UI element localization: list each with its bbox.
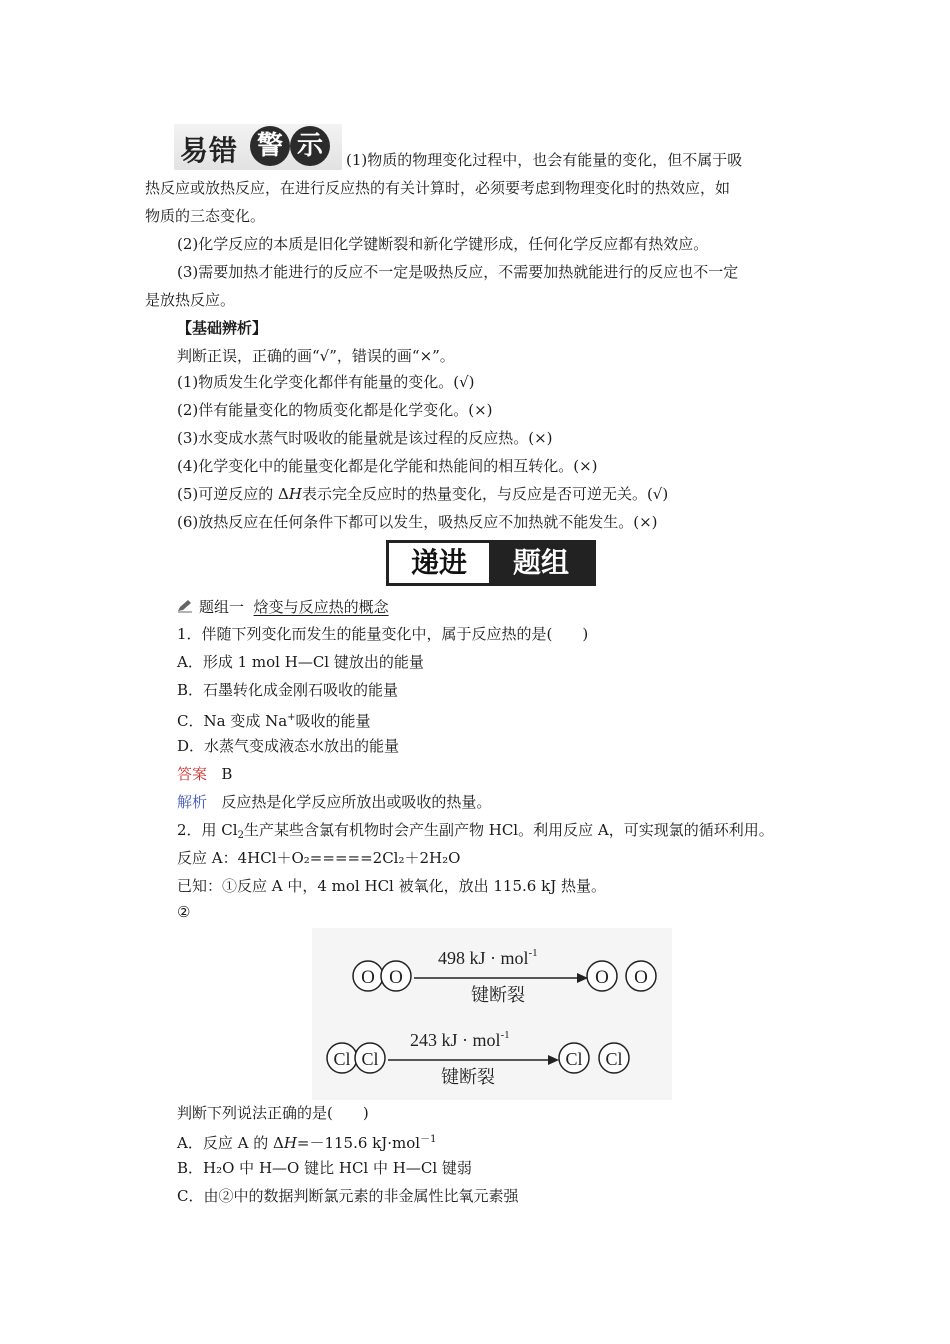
warning-banner <box>174 124 342 170</box>
q1-answer <box>177 764 232 784</box>
q2-reaction: 反应 A：4HCl＋O₂=====2Cl₂＋2H₂O <box>177 849 461 867</box>
basic-item-6: (6)放热反应在任何条件下都可以发生，吸热反应不加热就不能发生。(×) <box>177 513 658 531</box>
q1-option-c-post: 吸收的能量 <box>295 712 371 730</box>
basic-item-5-h: H <box>288 485 302 503</box>
q2-stem-pre: 2．用 Cl <box>177 821 238 839</box>
basic-item-5-post: 表示完全反应时的热量变化，与反应是否可逆无关。(√) <box>301 485 669 503</box>
banner-circle-2: 示 <box>290 126 330 166</box>
bond-energy-figure <box>312 928 672 1100</box>
cl-atom-2: Cl <box>605 1049 623 1069</box>
cl-atoms-separated <box>559 1043 629 1073</box>
group1-heading <box>177 597 389 617</box>
answer-label: 答案 <box>177 765 208 783</box>
basic-item-5 <box>177 484 668 504</box>
o2-energy-sup: -1 <box>528 947 538 959</box>
basic-intro: 判断正误，正确的画“√”，错误的画“×”。 <box>177 347 455 365</box>
cl2-energy-label <box>410 1029 510 1050</box>
basic-item-1: (1)物质发生化学变化都伴有能量的变化。(√) <box>177 373 475 391</box>
o2-energy: 498 kJ · mol <box>438 948 529 968</box>
o2-atom-left: O <box>361 967 375 988</box>
cl2-arrow-head <box>548 1055 559 1065</box>
q2-known-2: ② <box>177 903 191 921</box>
cl2-molecule <box>327 1043 385 1073</box>
cl2-atom-left: Cl <box>333 1049 351 1069</box>
bond-energy-svg <box>312 928 672 1100</box>
warning-p3b: 是放热反应。 <box>145 291 236 309</box>
answer-value: B <box>221 765 233 783</box>
banner-circle-1: 警 <box>250 126 290 166</box>
cl-atom-1: Cl <box>565 1049 583 1069</box>
q2-option-a-h: H <box>283 1134 297 1152</box>
group1-label: 题组一 <box>199 598 245 616</box>
o2-break-label: 键断裂 <box>471 985 525 1005</box>
cl2-break-label: 键断裂 <box>441 1067 495 1087</box>
banner-word: 易错 <box>180 134 239 167</box>
warning-p1c: 物质的三态变化。 <box>145 207 266 225</box>
basic-item-2: (2)伴有能量变化的物质变化都是化学变化。(×) <box>177 401 493 419</box>
warning-p1b: 热反应或放热反应，在进行反应热的有关计算时，必须要考虑到物理变化时的热效应，如 <box>145 179 731 197</box>
o2-energy-label <box>438 947 538 968</box>
q1-option-b: B．石墨转化成金刚石吸收的能量 <box>177 681 399 699</box>
q2-option-a-sup: －1 <box>420 1134 437 1145</box>
q2-option-c: C．由②中的数据判断氯元素的非金属性比氧元素强 <box>177 1187 519 1205</box>
analysis-label: 解析 <box>177 793 208 811</box>
q2-stem-post: 生产某些含氯有机物时会产生副产物 HCl。利用反应 A，可实现氯的循环利用。 <box>243 821 774 839</box>
progressive-title <box>386 540 596 586</box>
group1-topic: 焓变与反应热的概念 <box>253 598 389 616</box>
q1-analysis <box>177 792 491 812</box>
q1-option-d: D．水蒸气变成液态水放出的能量 <box>177 737 400 755</box>
o2-molecule <box>353 961 411 991</box>
q1-option-a: A．形成 1 mol H—Cl 键放出的能量 <box>177 653 424 671</box>
q1-option-c <box>177 708 371 731</box>
cl2-energy: 243 kJ · mol <box>410 1030 501 1050</box>
cl2-energy-sup: -1 <box>500 1029 510 1041</box>
pencil-icon <box>177 599 193 613</box>
o-atoms-separated <box>587 961 656 991</box>
warning-p2: (2)化学反应的本质是旧化学键断裂和新化学键形成，任何化学反应都有热效应。 <box>177 235 709 253</box>
basic-item-4: (4)化学变化中的能量变化都是化学能和热能间的相互转化。(×) <box>177 457 598 475</box>
o2-atom-right: O <box>389 967 403 988</box>
basic-heading: 【基础辨析】 <box>177 319 268 337</box>
q2-stem <box>177 820 774 846</box>
progressive-title-b: 题组 <box>489 543 593 583</box>
o-atom-2: O <box>634 967 648 988</box>
progressive-title-a: 递进 <box>389 543 489 583</box>
o-atom-1: O <box>595 967 609 988</box>
warning-p1a: (1)物质的物理变化过程中，也会有能量的变化，但不属于吸 <box>346 151 743 169</box>
basic-item-3: (3)水变成水蒸气时吸收的能量就是该过程的反应热。(×) <box>177 429 553 447</box>
q2-option-a <box>177 1130 436 1153</box>
q2-stem-sub: 2 <box>237 830 244 841</box>
warning-p3a: (3)需要加热才能进行的反应不一定是吸热反应，不需要加热就能进行的反应也不一定 <box>177 263 739 281</box>
q1-option-c-pre: C．Na 变成 Na <box>177 712 288 730</box>
q2-option-a-pre: A．反应 A 的 Δ <box>177 1134 284 1152</box>
cl2-atom-right: Cl <box>361 1049 379 1069</box>
q2-known-1: 已知：①反应 A 中，4 mol HCl 被氧化，放出 115.6 kJ 热量。 <box>177 877 606 895</box>
q1-stem: 1．伴随下列变化而发生的能量变化中，属于反应热的是( ) <box>177 625 589 643</box>
q2-option-b: B．H₂O 中 H—O 键比 HCl 中 H—Cl 键弱 <box>177 1159 472 1177</box>
q1-option-c-sup: + <box>287 712 296 723</box>
q2-option-a-post: =－115.6 kJ·mol <box>296 1134 421 1152</box>
analysis-text: 反应热是化学反应所放出或吸收的热量。 <box>221 793 492 811</box>
basic-item-5-pre: (5)可逆反应的 Δ <box>177 485 289 503</box>
q2-judge: 判断下列说法正确的是( ) <box>177 1104 369 1122</box>
